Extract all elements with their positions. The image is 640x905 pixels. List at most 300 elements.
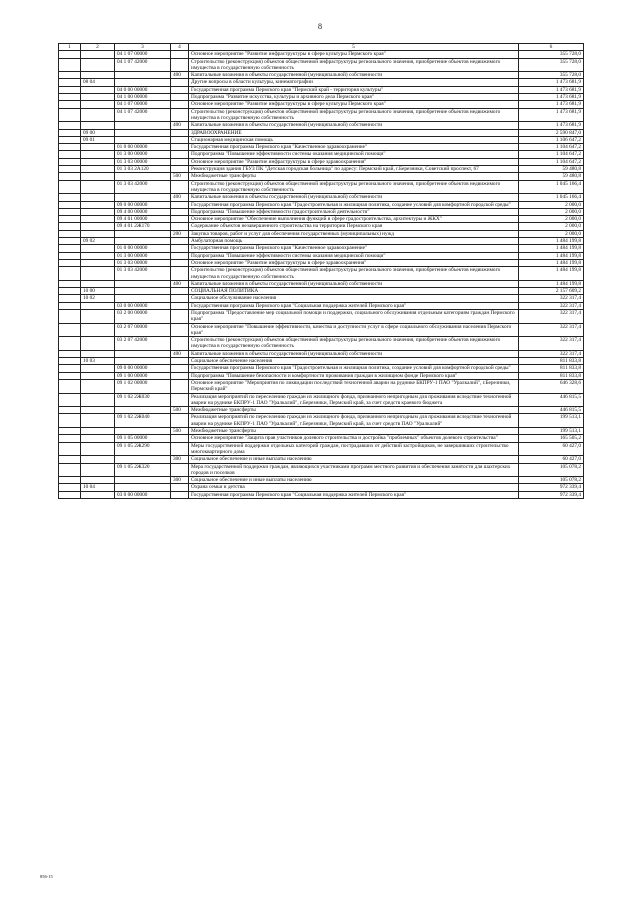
col-amount-cell: 1 045 166,4: [519, 194, 584, 201]
col-amount-cell: 972 339,4: [519, 484, 584, 491]
col-name-cell: Амбулаторная помощь: [189, 238, 519, 245]
table-row: [59, 379, 584, 393]
table-row: [59, 166, 584, 173]
table-row: [59, 216, 584, 223]
col-target-article-cell: 03 2 07 42000: [115, 337, 171, 351]
table-row: [59, 358, 584, 365]
col-amount-cell: 2 000,0: [519, 230, 584, 237]
col-expense-type-cell: [171, 379, 189, 393]
col-number-cell: [59, 295, 81, 302]
col-amount-cell: 446 815,5: [519, 407, 584, 414]
col-name-cell: Подпрограмма "Повышение эффективности градостроительной деятельности": [189, 208, 519, 215]
col-name-cell: Социальное обеспечение населения: [189, 358, 519, 365]
col-name-cell: Реализация мероприятий по переселению граждан из жилищного фонда, признанного непригодным для проживания вследствие техногенной аварии на руднике БКПРУ-1 ПАО "Уралкалий", г.Березники, Пермский край, за счет средств ПАО "Уралкалий": [189, 414, 519, 428]
col-expense-type-cell: [171, 309, 189, 323]
col-name-cell: Межбюджетные трансферты: [189, 173, 519, 180]
col-expense-type-cell: [171, 414, 189, 428]
table-row: [59, 208, 584, 215]
col-name-cell: Капитальные вложения в объекты государственной (муниципальной) собственности: [189, 350, 519, 357]
col-section-cell: [81, 428, 115, 435]
col-number-cell: [59, 442, 81, 456]
table-row: [59, 129, 584, 136]
col-number-cell: [59, 280, 81, 287]
col-number-cell: [59, 267, 81, 281]
col-target-article-cell: 09 1 02 2Ж030: [115, 393, 171, 407]
col-amount-cell: 59 480,8: [519, 173, 584, 180]
col-name-cell: Основное мероприятие "Развитие инфраструктуры в сфере культуры Пермского края": [189, 101, 519, 108]
col-name-cell: СОЦИАЛЬНАЯ ПОЛИТИКА: [189, 288, 519, 295]
col-expense-type-cell: [171, 51, 189, 58]
col-amount-cell: 2 000,0: [519, 208, 584, 215]
col-section-cell: [81, 173, 115, 180]
col-number-cell: [59, 456, 81, 463]
col-section-cell: [81, 491, 115, 498]
col-section-cell: [81, 94, 115, 101]
col-expense-type-cell: [171, 372, 189, 379]
col-amount-cell: 1 484 199,8: [519, 245, 584, 252]
col-target-article-cell: 09 4 01 2Ж170: [115, 223, 171, 230]
col-number-cell: [59, 101, 81, 108]
col-amount-cell: 1 473 681,9: [519, 108, 584, 122]
col-number-cell: [59, 208, 81, 215]
col-amount-cell: 2 000,0: [519, 223, 584, 230]
col-number-cell: [59, 94, 81, 101]
col-number-cell: [59, 288, 81, 295]
table-row: [59, 280, 584, 287]
col-section-cell: [81, 456, 115, 463]
col-section-cell: [81, 208, 115, 215]
col-expense-type-cell: [171, 86, 189, 93]
col-number-cell: [59, 180, 81, 194]
col-target-article-cell: 01 3 00 00000: [115, 252, 171, 259]
col-number-cell: [59, 51, 81, 58]
table-row: [59, 86, 584, 93]
col-number-cell: [59, 223, 81, 230]
header-cell: 4: [171, 44, 189, 51]
col-amount-cell: 60 427,0: [519, 456, 584, 463]
col-target-article-cell: 04 1 07 00000: [115, 101, 171, 108]
col-name-cell: Государственная программа Пермского края "Пермский край - территория культуры": [189, 86, 519, 93]
col-expense-type-cell: [171, 365, 189, 372]
col-name-cell: Строительство (реконструкция) объектов общественной инфраструктуры регионального значения, приобретение объектов недвижимого имущества в государственную собственность: [189, 108, 519, 122]
col-section-cell: [81, 323, 115, 337]
col-number-cell: [59, 72, 81, 79]
col-name-cell: Государственная программа Пермского края "Социальная поддержка жителей Пермского края": [189, 302, 519, 309]
col-expense-type-cell: 400: [171, 194, 189, 201]
col-name-cell: Подпрограмма "Развитие искусства, культуры и архивного дела Пермского края": [189, 94, 519, 101]
table-row: [59, 51, 584, 58]
table-row: [59, 463, 584, 477]
col-number-cell: [59, 108, 81, 122]
table-row: [59, 122, 584, 129]
col-amount-cell: 1 045 166,4: [519, 180, 584, 194]
col-target-article-cell: 09 1 02 00000: [115, 379, 171, 393]
col-section-cell: [81, 166, 115, 173]
col-expense-type-cell: [171, 288, 189, 295]
col-target-article-cell: [115, 428, 171, 435]
col-name-cell: Охрана семьи и детства: [189, 484, 519, 491]
col-target-article-cell: 01 3 03 00000: [115, 158, 171, 165]
col-name-cell: Государственная программа Пермского края "Качественное здравоохранение": [189, 245, 519, 252]
table-row: [59, 442, 584, 456]
col-target-article-cell: 09 1 00 00000: [115, 372, 171, 379]
col-name-cell: Государственная программа Пермского края "Социальная поддержка жителей Пермского края": [189, 491, 519, 498]
col-number-cell: [59, 379, 81, 393]
table-row: [59, 252, 584, 259]
col-target-article-cell: 09 4 00 00000: [115, 208, 171, 215]
col-number-cell: [59, 372, 81, 379]
col-number-cell: [59, 122, 81, 129]
col-amount-cell: 322 317,4: [519, 323, 584, 337]
col-amount-cell: 1 104 647,2: [519, 151, 584, 158]
col-number-cell: [59, 309, 81, 323]
col-amount-cell: 2 157 609,2: [519, 288, 584, 295]
col-target-article-cell: 01 3 03 00000: [115, 259, 171, 266]
col-number-cell: [59, 58, 81, 72]
col-expense-type-cell: 500: [171, 428, 189, 435]
col-amount-cell: 446 815,5: [519, 393, 584, 407]
col-name-cell: Основное мероприятие "Повышение эффективности, качества и доступности услуг в сфере социального обслуживания населения Пермского края": [189, 323, 519, 337]
col-section-cell: [81, 372, 115, 379]
col-target-article-cell: [115, 79, 171, 86]
col-name-cell: Строительство (реконструкция) объектов общественной инфраструктуры регионального значения, приобретение объектов недвижимого имущества в государственную собственность: [189, 267, 519, 281]
col-number-cell: [59, 173, 81, 180]
col-name-cell: Социальное обеспечение и иные выплаты населению: [189, 456, 519, 463]
col-target-article-cell: 04 1 07 42000: [115, 58, 171, 72]
col-target-article-cell: [115, 122, 171, 129]
col-target-article-cell: [115, 288, 171, 295]
col-section-cell: 10 04: [81, 484, 115, 491]
col-amount-cell: 811 833,8: [519, 372, 584, 379]
col-number-cell: [59, 259, 81, 266]
col-target-article-cell: [115, 136, 171, 143]
col-amount-cell: 322 317,4: [519, 302, 584, 309]
col-name-cell: Меры государственной поддержки отдельных категорий граждан, пострадавших от действий застройщиков, не завершивших строительство многоквартирного дома: [189, 442, 519, 456]
table-row: [59, 484, 584, 491]
col-target-article-cell: [115, 173, 171, 180]
table-row: [59, 428, 584, 435]
col-expense-type-cell: [171, 166, 189, 173]
col-target-article-cell: [115, 194, 171, 201]
col-section-cell: [81, 407, 115, 414]
table-row: [59, 491, 584, 498]
col-amount-cell: 355 728,0: [519, 72, 584, 79]
col-number-cell: [59, 491, 81, 498]
col-name-cell: Строительство (реконструкция) объектов общественной инфраструктуры регионального значения, приобретение объектов недвижимого имущества в государственную собственность: [189, 337, 519, 351]
col-expense-type-cell: [171, 252, 189, 259]
col-section-cell: [81, 194, 115, 201]
col-section-cell: 09 00: [81, 129, 115, 136]
col-amount-cell: 59 480,8: [519, 166, 584, 173]
col-number-cell: [59, 252, 81, 259]
col-expense-type-cell: [171, 129, 189, 136]
table-row: [59, 94, 584, 101]
col-expense-type-cell: 300: [171, 456, 189, 463]
col-section-cell: [81, 245, 115, 252]
header-cell: 1: [59, 44, 81, 51]
col-target-article-cell: 09 4 01 00000: [115, 216, 171, 223]
col-section-cell: [81, 337, 115, 351]
col-target-article-cell: [115, 456, 171, 463]
col-number-cell: [59, 435, 81, 442]
col-section-cell: 08 04: [81, 79, 115, 86]
col-expense-type-cell: 400: [171, 280, 189, 287]
col-expense-type-cell: [171, 238, 189, 245]
col-number-cell: [59, 151, 81, 158]
col-section-cell: 09 02: [81, 238, 115, 245]
header-cell: 5: [189, 44, 519, 51]
table-row: [59, 295, 584, 302]
col-expense-type-cell: [171, 201, 189, 208]
col-name-cell: Капитальные вложения в объекты государственной (муниципальной) собственности: [189, 72, 519, 79]
col-expense-type-cell: 200: [171, 230, 189, 237]
col-expense-type-cell: [171, 94, 189, 101]
col-section-cell: [81, 72, 115, 79]
col-number-cell: [59, 337, 81, 351]
col-section-cell: [81, 223, 115, 230]
col-name-cell: Основное мероприятие "Развитие инфраструктуры в сфере культуры Пермского края": [189, 51, 519, 58]
table-row: [59, 372, 584, 379]
col-target-article-cell: 09 1 02 2Ж040: [115, 414, 171, 428]
col-name-cell: Реализация мероприятий по переселению граждан из жилищного фонда, признанного непригодным для проживания вследствие техногенной аварии на руднике БКПРУ-1 ПАО "Уралкалий", г.Березники, Пермский край, за счет средств краевого бюджета: [189, 393, 519, 407]
col-name-cell: Капитальные вложения в объекты государственной (муниципальной) собственности: [189, 194, 519, 201]
col-expense-type-cell: [171, 158, 189, 165]
col-section-cell: [81, 393, 115, 407]
col-expense-type-cell: [171, 208, 189, 215]
col-target-article-cell: 03 0 00 00000: [115, 491, 171, 498]
col-target-article-cell: 03 2 00 00000: [115, 309, 171, 323]
col-name-cell: Подпрограмма "Повышение безопасности и комфортности проживания граждан в жилищном фонде Пермского края": [189, 372, 519, 379]
col-expense-type-cell: [171, 216, 189, 223]
col-expense-type-cell: [171, 393, 189, 407]
col-amount-cell: 355 728,0: [519, 51, 584, 58]
col-name-cell: Капитальные вложения в объекты государственной (муниципальной) собственности: [189, 280, 519, 287]
col-section-cell: 10 03: [81, 358, 115, 365]
col-section-cell: [81, 180, 115, 194]
col-name-cell: Мера государственной поддержки граждан, являющихся участниками программ местного развития и обеспечения занятости для шахтерских городов и поселков: [189, 463, 519, 477]
col-expense-type-cell: [171, 58, 189, 72]
col-name-cell: Реконструкция здания ГБУЗ ПК "Детская городская больница" по адресу: Пермский край, г.Березники, Советский проспект, 67: [189, 166, 519, 173]
col-amount-cell: 811 833,8: [519, 358, 584, 365]
col-amount-cell: 1 473 681,9: [519, 122, 584, 129]
col-name-cell: Межбюджетные трансферты: [189, 407, 519, 414]
col-target-article-cell: [115, 230, 171, 237]
col-target-article-cell: 04 1 07 42000: [115, 108, 171, 122]
col-section-cell: [81, 463, 115, 477]
col-amount-cell: 105 078,2: [519, 463, 584, 477]
table-row: [59, 158, 584, 165]
col-amount-cell: 1 106 647,2: [519, 136, 584, 143]
col-section-cell: [81, 442, 115, 456]
col-section-cell: [81, 108, 115, 122]
col-name-cell: Государственная программа Пермского края "Градостроительная и жилищная политика, создание условий для комфортной городской среды": [189, 201, 519, 208]
col-section-cell: [81, 477, 115, 484]
col-name-cell: Подпрограмма "Повышение эффективности системы оказания медицинской помощи": [189, 252, 519, 259]
col-expense-type-cell: [171, 101, 189, 108]
col-number-cell: [59, 350, 81, 357]
header-row: [59, 44, 584, 51]
table-row: [59, 230, 584, 237]
col-section-cell: [81, 302, 115, 309]
col-name-cell: Основное мероприятие "Развитие инфраструктуры в сфере здравоохранения": [189, 158, 519, 165]
col-number-cell: [59, 129, 81, 136]
table-row: [59, 194, 584, 201]
table-row: [59, 323, 584, 337]
table-row: [59, 245, 584, 252]
col-target-article-cell: [115, 477, 171, 484]
col-target-article-cell: 01 3 00 00000: [115, 151, 171, 158]
col-name-cell: Другие вопросы в области культуры, кинематографии: [189, 79, 519, 86]
col-number-cell: [59, 86, 81, 93]
table-row: [59, 108, 584, 122]
col-number-cell: [59, 414, 81, 428]
table-row: [59, 302, 584, 309]
col-expense-type-cell: [171, 295, 189, 302]
table-row: [59, 393, 584, 407]
col-name-cell: Социальное обеспечение и иные выплаты населению: [189, 477, 519, 484]
table-row: [59, 58, 584, 72]
col-name-cell: Государственная программа Пермского края "Градостроительная и жилищная политика, создание условий для комфортной городской среды": [189, 365, 519, 372]
col-target-article-cell: 03 0 00 00000: [115, 302, 171, 309]
col-number-cell: [59, 216, 81, 223]
col-name-cell: Стационарная медицинская помощь: [189, 136, 519, 143]
table-row: [59, 201, 584, 208]
table-row: [59, 350, 584, 357]
col-section-cell: [81, 435, 115, 442]
col-expense-type-cell: 500: [171, 407, 189, 414]
col-expense-type-cell: [171, 358, 189, 365]
col-number-cell: [59, 323, 81, 337]
col-amount-cell: 199 513,1: [519, 414, 584, 428]
table-row: [59, 288, 584, 295]
col-section-cell: [81, 267, 115, 281]
table-row: [59, 101, 584, 108]
col-number-cell: [59, 428, 81, 435]
table-row: [59, 407, 584, 414]
col-name-cell: Государственная программа Пермского края "Качественное здравоохранение": [189, 144, 519, 151]
col-number-cell: [59, 158, 81, 165]
col-amount-cell: 322 317,4: [519, 350, 584, 357]
table-row: [59, 238, 584, 245]
col-amount-cell: 972 339,4: [519, 491, 584, 498]
col-target-article-cell: 03 2 07 00000: [115, 323, 171, 337]
col-section-cell: [81, 51, 115, 58]
header-cell: 2: [81, 44, 115, 51]
col-target-article-cell: [115, 295, 171, 302]
col-section-cell: 10 02: [81, 295, 115, 302]
col-name-cell: Строительство (реконструкция) объектов общественной инфраструктуры регионального значения, приобретение объектов недвижимого имущества в государственную собственность: [189, 180, 519, 194]
col-target-article-cell: 09 0 00 00000: [115, 201, 171, 208]
col-amount-cell: 2 590 847,0: [519, 129, 584, 136]
col-amount-cell: 1 484 199,8: [519, 267, 584, 281]
col-number-cell: [59, 136, 81, 143]
table-row: [59, 173, 584, 180]
table-row: [59, 180, 584, 194]
col-amount-cell: 1 484 199,8: [519, 280, 584, 287]
col-section-cell: [81, 309, 115, 323]
col-section-cell: [81, 230, 115, 237]
col-section-cell: [81, 144, 115, 151]
col-number-cell: [59, 201, 81, 208]
col-section-cell: [81, 151, 115, 158]
col-section-cell: [81, 365, 115, 372]
col-expense-type-cell: [171, 435, 189, 442]
col-number-cell: [59, 407, 81, 414]
col-section-cell: [81, 86, 115, 93]
col-name-cell: Подпрограмма "Предоставление мер социальной помощи и поддержки, социального обслуживания отдельным категориям граждан Пермского края": [189, 309, 519, 323]
col-amount-cell: 322 317,4: [519, 309, 584, 323]
table-row: [59, 79, 584, 86]
table-row: [59, 223, 584, 230]
col-number-cell: [59, 166, 81, 173]
table-row: [59, 414, 584, 428]
col-number-cell: [59, 393, 81, 407]
col-number-cell: [59, 79, 81, 86]
col-name-cell: ЗДРАВООХРАНЕНИЕ: [189, 129, 519, 136]
col-amount-cell: 1 484 199,8: [519, 238, 584, 245]
col-section-cell: [81, 58, 115, 72]
table-row: [59, 456, 584, 463]
col-target-article-cell: [115, 407, 171, 414]
col-section-cell: [81, 379, 115, 393]
col-number-cell: [59, 230, 81, 237]
col-expense-type-cell: 300: [171, 477, 189, 484]
table-row: [59, 337, 584, 351]
col-number-cell: [59, 302, 81, 309]
col-expense-type-cell: [171, 245, 189, 252]
col-section-cell: 10 00: [81, 288, 115, 295]
col-expense-type-cell: 400: [171, 350, 189, 357]
col-amount-cell: 60 427,0: [519, 442, 584, 456]
col-section-cell: [81, 216, 115, 223]
col-amount-cell: 1 104 647,2: [519, 144, 584, 151]
col-number-cell: [59, 194, 81, 201]
col-target-article-cell: 01 3 03 2А120: [115, 166, 171, 173]
col-target-article-cell: 04 0 00 00000: [115, 86, 171, 93]
col-section-cell: [81, 252, 115, 259]
col-amount-cell: 1 473 681,9: [519, 101, 584, 108]
col-amount-cell: 322 317,4: [519, 295, 584, 302]
col-expense-type-cell: 400: [171, 72, 189, 79]
col-amount-cell: 105 078,2: [519, 477, 584, 484]
col-section-cell: [81, 280, 115, 287]
col-amount-cell: 1 473 681,9: [519, 94, 584, 101]
col-target-article-cell: 04 1 07 00000: [115, 51, 171, 58]
col-number-cell: [59, 477, 81, 484]
col-target-article-cell: 01 0 00 00000: [115, 245, 171, 252]
col-amount-cell: 355 728,0: [519, 58, 584, 72]
col-target-article-cell: 01 3 03 42000: [115, 180, 171, 194]
col-target-article-cell: [115, 358, 171, 365]
col-amount-cell: 2 000,0: [519, 201, 584, 208]
budget-table: [58, 43, 584, 499]
table-row: [59, 267, 584, 281]
col-name-cell: Основное мероприятие "Обеспечение выполнения функций в сфере градостроительства, архитектуры и ЖКХ": [189, 216, 519, 223]
col-target-article-cell: [115, 350, 171, 357]
col-amount-cell: 165 505,2: [519, 435, 584, 442]
col-name-cell: Содержание объектов незавершенного строительства на территории Пермского края: [189, 223, 519, 230]
col-expense-type-cell: 500: [171, 173, 189, 180]
col-expense-type-cell: [171, 223, 189, 230]
col-target-article-cell: [115, 280, 171, 287]
col-expense-type-cell: [171, 463, 189, 477]
col-number-cell: [59, 365, 81, 372]
col-amount-cell: 811 833,8: [519, 365, 584, 372]
col-section-cell: [81, 158, 115, 165]
col-name-cell: Основное мероприятие "Защита прав участников долевого строительства и достройка "проблемных" объектов долевого строительства": [189, 435, 519, 442]
col-number-cell: [59, 144, 81, 151]
col-name-cell: Основное мероприятие "Развитие инфраструктуры в сфере здравоохранения": [189, 259, 519, 266]
